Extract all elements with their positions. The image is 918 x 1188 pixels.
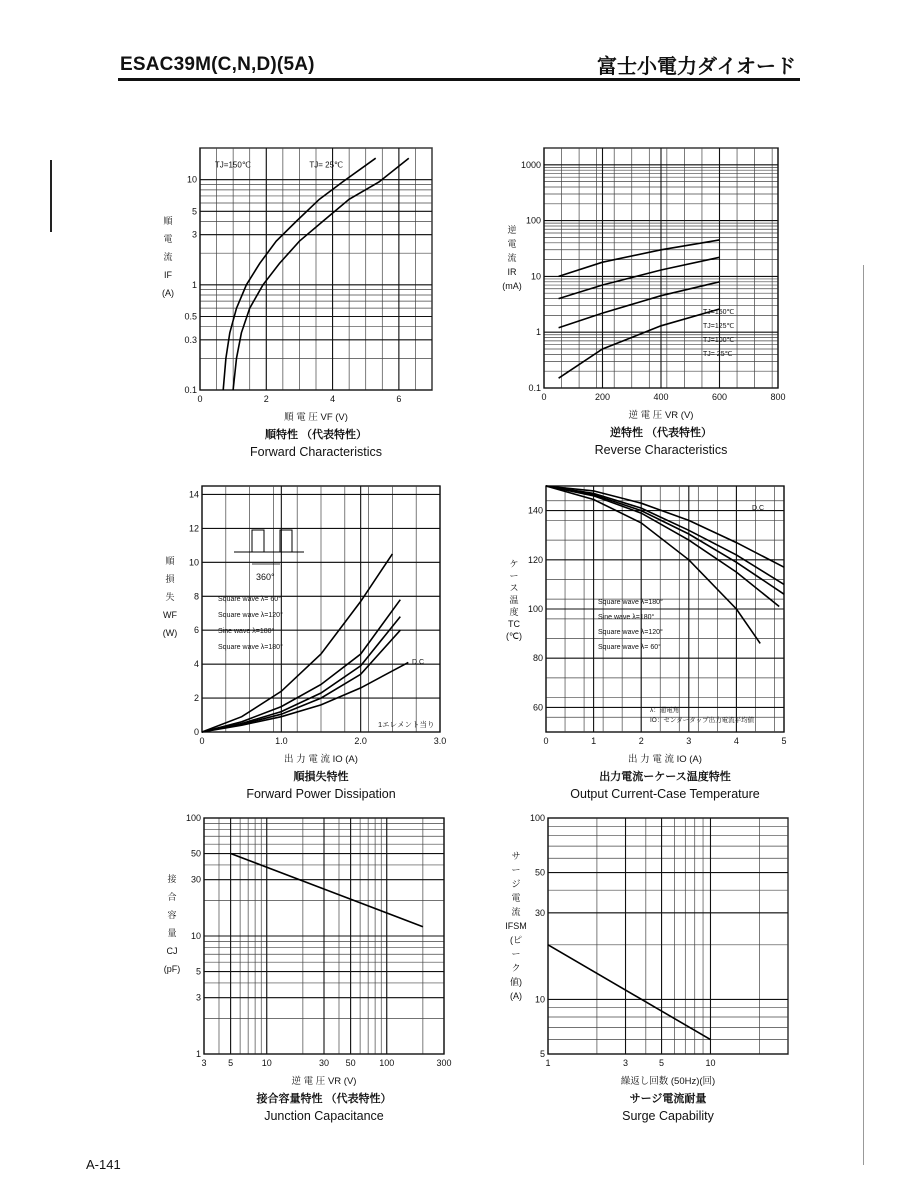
y-tick-label: 1	[195, 1049, 201, 1059]
series-line-0	[548, 945, 711, 1040]
y-tick-label: 0.1	[184, 385, 197, 395]
y-tick-label: 6	[193, 625, 199, 636]
y-tick-label: 0.3	[184, 334, 197, 345]
chart-note: λ：通電角	[650, 707, 680, 714]
y-tick-label: 140	[527, 505, 543, 516]
x-axis-label: 順 電 圧 VF (V)	[284, 412, 348, 423]
y-tick-label: 50	[534, 867, 545, 878]
y-tick-label: 0.5	[184, 311, 197, 322]
x-tick-label: 4	[330, 394, 336, 404]
y-tick-label: 100	[525, 215, 541, 226]
legend-entry: TJ= 25℃	[703, 351, 733, 358]
x-axis-label: 逆 電 圧 VR (V)	[628, 410, 694, 421]
y-tick-label: 5	[195, 966, 201, 977]
legend-entry: Square wave λ=120°	[218, 612, 283, 619]
y-axis-label: (mA)	[502, 281, 522, 291]
y-axis-label: (A)	[162, 288, 174, 298]
y-tick-label: 10	[530, 271, 541, 282]
y-tick-label: 0	[193, 727, 199, 737]
waveform-pulse	[252, 530, 264, 552]
chart-title-jp: 順損失特性	[293, 771, 349, 783]
y-tick-label: 12	[188, 523, 199, 534]
y-tick-label: 10	[534, 994, 545, 1005]
x-tick-label: 5	[781, 736, 787, 746]
x-tick-label: 2.0	[354, 736, 367, 746]
y-axis-label: ク	[511, 963, 521, 973]
part-number: ESAC39M(C,N,D)(5A)	[120, 54, 315, 75]
x-tick-label: 1	[591, 736, 597, 746]
legend-entry: Square wave λ= 60°	[598, 644, 661, 651]
annotation-label: TJ=150℃	[214, 160, 251, 170]
x-tick-label: 1	[545, 1058, 551, 1068]
y-tick-label: 1	[191, 279, 197, 290]
x-axis-label: 繰返し回数 (50Hz)(回)	[620, 1076, 716, 1087]
legend-entry: Square wave λ=120°	[598, 629, 663, 636]
x-tick-label: 100	[379, 1058, 395, 1068]
legend-entry: Sine wave λ=180°	[598, 614, 655, 621]
reverse-characteristics-chart	[492, 140, 812, 470]
legend-entry: TJ=100℃	[703, 337, 735, 344]
x-tick-label: 0	[199, 736, 205, 746]
x-tick-label: 400	[653, 392, 669, 402]
y-axis-label: 流	[511, 907, 521, 917]
y-axis-label: (ピ	[510, 935, 522, 945]
plot-frame	[548, 818, 788, 1054]
chart-title-jp: サージ電流耐量	[629, 1093, 707, 1105]
y-tick-label: 4	[193, 659, 199, 670]
x-tick-label: 5	[659, 1058, 665, 1068]
chart-title: Junction Capacitance	[264, 1109, 384, 1123]
y-axis-label: ス	[509, 583, 519, 593]
x-tick-label: 3	[686, 736, 692, 746]
y-tick-label: 3	[195, 992, 201, 1003]
x-axis-label: 出 力 電 流 IO (A)	[284, 754, 358, 765]
y-tick-label: 120	[527, 554, 543, 565]
x-tick-label: 300	[436, 1058, 452, 1068]
y-axis-label: (℃)	[505, 631, 523, 641]
x-tick-label: 800	[770, 392, 786, 402]
x-tick-label: 200	[594, 392, 611, 402]
y-axis-label: (W)	[162, 628, 178, 638]
y-axis-label: 流	[163, 252, 173, 262]
x-tick-label: 3.0	[433, 736, 447, 746]
annotation-label: TJ= 25℃	[309, 160, 344, 170]
y-axis-label: IFSM	[505, 921, 527, 931]
page-number: A-141	[86, 1157, 121, 1172]
y-axis-label: 電	[163, 234, 173, 244]
y-axis-label: 損	[165, 574, 175, 584]
y-tick-label: 10	[188, 557, 199, 568]
chart-title: Forward Characteristics	[250, 445, 382, 459]
y-axis-label: 度	[509, 607, 519, 617]
legend-entry: TJ=125℃	[703, 323, 735, 330]
x-tick-label: 3	[623, 1058, 629, 1068]
series-line-1	[559, 257, 720, 298]
y-axis-label: 温	[509, 595, 519, 605]
y-tick-label: 50	[190, 848, 201, 859]
y-axis-label: 合	[167, 892, 177, 902]
y-tick-label: 5	[191, 206, 197, 217]
y-axis-label: サ	[511, 851, 521, 861]
y-axis-label: IR	[507, 267, 517, 277]
chart-title-jp: 順特性 （代表特性）	[264, 429, 368, 441]
forward-characteristics-chart	[150, 140, 450, 470]
y-tick-label: 2	[193, 693, 199, 704]
x-tick-label: 0	[197, 394, 203, 404]
y-axis-label: ケ	[509, 559, 519, 569]
x-tick-label: 5	[228, 1058, 234, 1068]
y-axis-label: ー	[511, 865, 521, 875]
y-axis-label: TC	[508, 619, 520, 629]
x-tick-label: 4	[733, 736, 739, 746]
y-axis-label: IF	[164, 270, 172, 280]
x-tick-label: 10	[705, 1058, 716, 1068]
y-axis-label: 逆	[507, 225, 517, 235]
legend-entry: Square wave λ=180°	[598, 599, 663, 606]
y-axis-label: 量	[167, 928, 177, 938]
y-tick-label: 3	[191, 229, 197, 240]
chart-note: IO：センタータップ出力電流平均値	[650, 717, 755, 724]
x-tick-label: 1.0	[275, 736, 288, 746]
y-tick-label: 10	[190, 931, 201, 941]
x-tick-label: 3	[201, 1058, 207, 1068]
header-rule	[118, 78, 800, 81]
y-tick-label: 10	[186, 174, 197, 185]
y-tick-label: 100	[529, 813, 545, 823]
y-axis-label: 順	[165, 556, 175, 566]
y-tick-label: 14	[188, 489, 199, 500]
y-axis-label: (A)	[510, 991, 522, 1001]
y-tick-label: 1000	[520, 159, 541, 170]
legend-entry: Square wave λ= 60°	[218, 596, 281, 603]
y-tick-label: 100	[527, 604, 543, 614]
x-tick-label: 2	[638, 736, 644, 746]
element-note: 1エレメント当り	[378, 720, 435, 729]
y-axis-label: 電	[507, 239, 517, 249]
series-line-0	[231, 854, 423, 927]
legend-entry: D.C	[752, 505, 765, 512]
x-tick-label: 0	[543, 736, 549, 746]
y-tick-label: 30	[190, 874, 201, 885]
scan-mark-left	[50, 160, 52, 232]
scan-mark-right	[863, 265, 864, 1165]
y-axis-label: 容	[167, 910, 177, 920]
x-tick-label: 30	[318, 1058, 330, 1068]
series-line-1	[202, 600, 400, 732]
y-tick-label: 60	[532, 702, 543, 713]
x-tick-label: 10	[261, 1058, 272, 1068]
legend-entry: Square wave λ=180°	[218, 644, 283, 651]
waveform-label: 360°	[256, 572, 275, 582]
chart-title: Reverse Characteristics	[594, 443, 728, 457]
chart-title: Forward Power Dissipation	[246, 787, 396, 801]
y-axis-label: 接	[167, 874, 177, 884]
junction-capacitance-chart	[150, 808, 460, 1138]
y-axis-label: 電	[511, 893, 521, 903]
y-axis-label: ー	[511, 949, 521, 959]
y-tick-label: 0.1	[528, 383, 541, 393]
output-current-case-temperature-chart	[492, 478, 812, 808]
y-axis-label: WF	[163, 610, 177, 620]
y-axis-label: 失	[165, 592, 175, 602]
chart-title-jp: 出力電流ーケース温度特性	[599, 771, 731, 783]
y-axis-label: 値)	[510, 977, 522, 987]
forward-power-dissipation-chart	[150, 478, 460, 808]
x-tick-label: 0	[541, 392, 547, 402]
category-title: 富士小電力ダイオード	[597, 54, 796, 78]
surge-capability-chart	[492, 808, 812, 1138]
x-axis-label: 逆 電 圧 VR (V)	[291, 1076, 357, 1087]
x-tick-label: 50	[345, 1058, 356, 1068]
y-axis-label: ジ	[511, 879, 521, 889]
x-tick-label: 6	[396, 394, 402, 404]
y-axis-label: (pF)	[163, 964, 181, 974]
chart-title-jp: 接合容量特性 （代表特性）	[256, 1093, 392, 1105]
y-axis-label: CJ	[166, 946, 178, 956]
y-tick-label: 1	[535, 327, 541, 338]
y-tick-label: 80	[532, 653, 543, 664]
x-axis-label: 出 力 電 流 IO (A)	[628, 754, 702, 765]
chart-title: Output Current-Case Temperature	[570, 787, 760, 801]
y-tick-label: 8	[193, 591, 199, 602]
legend-entry: TJ=150℃	[703, 309, 735, 316]
y-tick-label: 5	[539, 1049, 545, 1059]
y-tick-label: 30	[534, 907, 545, 918]
x-tick-label: 600	[711, 392, 728, 402]
legend-entry: Sine wave λ=180°	[218, 628, 275, 635]
y-axis-label: 流	[507, 253, 517, 263]
y-axis-label: 順	[163, 216, 173, 226]
y-tick-label: 100	[185, 813, 201, 823]
x-tick-label: 2	[263, 394, 269, 404]
legend-entry: D.C	[412, 659, 425, 666]
chart-title-jp: 逆特性 （代表特性）	[609, 427, 713, 439]
chart-title: Surge Capability	[622, 1109, 714, 1123]
y-axis-label: ー	[509, 571, 519, 581]
series-line-0	[559, 240, 720, 277]
